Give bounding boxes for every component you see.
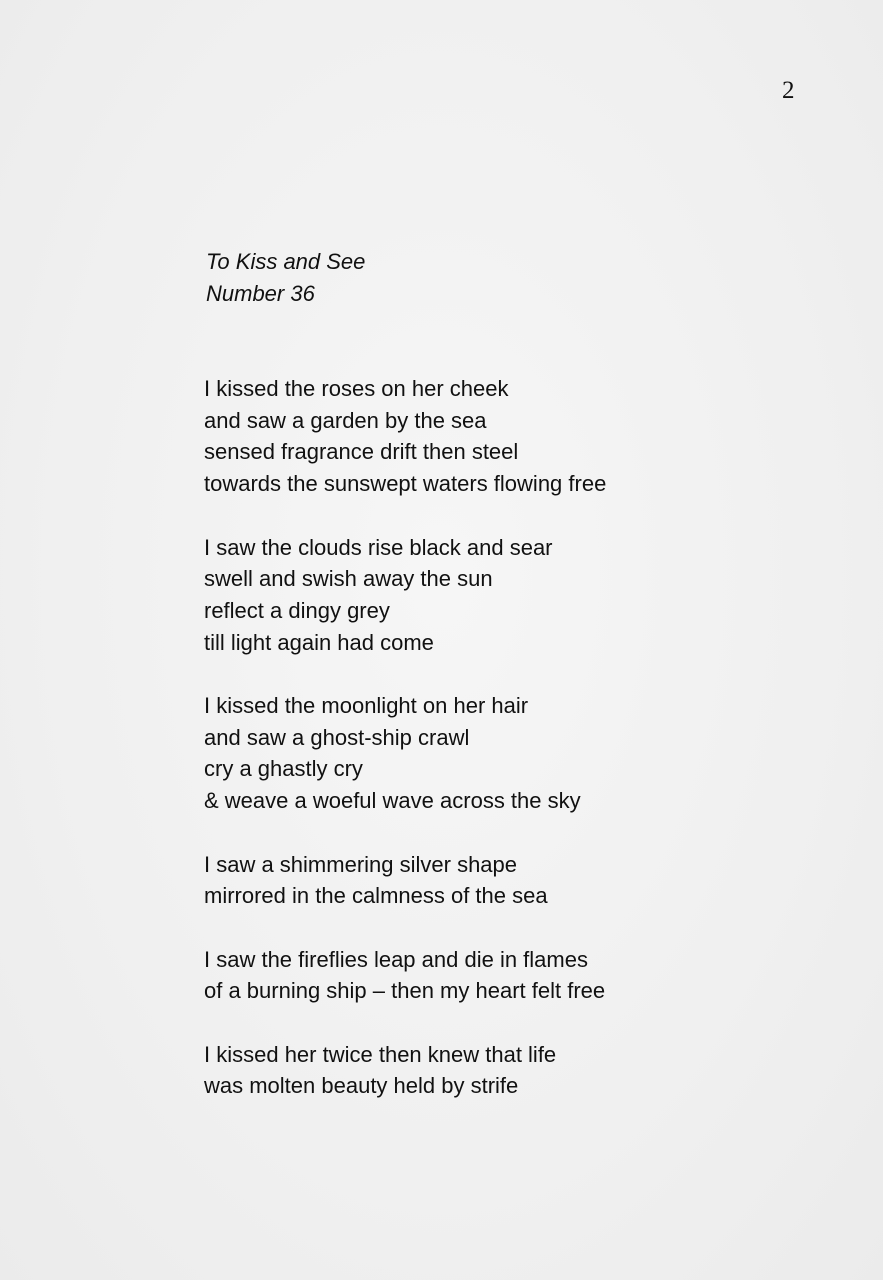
poem-title-block (206, 246, 365, 310)
page-number: 2 (782, 77, 795, 104)
poem-line: cry a ghastly cry (204, 756, 363, 782)
stanza (204, 690, 606, 817)
poem-line: & weave a woeful wave across the sky (204, 788, 581, 814)
poem-line: I kissed her twice then knew that life (204, 1041, 557, 1067)
poem-title: To Kiss and See (206, 249, 366, 274)
stanza (204, 373, 606, 500)
poem-line: mirrored in the calmness of the sea (204, 883, 548, 909)
poem-number: Number 36 (206, 281, 315, 306)
stanza (204, 1039, 606, 1102)
poem-body (204, 373, 606, 1102)
poem-line: reflect a dingy grey (204, 597, 390, 623)
poem-line: of a burning ship – then my heart felt free (204, 978, 606, 1004)
poem-line: I kissed the roses on her cheek (204, 376, 509, 401)
poem-line: and saw a ghost-ship crawl (204, 724, 470, 750)
stanza (204, 532, 606, 659)
poem-line: I saw the clouds rise black and sear (204, 534, 553, 560)
poem-line: towards the sunswept waters flowing free (204, 471, 607, 497)
stanza (204, 849, 606, 912)
stanza (204, 944, 606, 1007)
poem-line: and saw a garden by the sea (204, 407, 487, 433)
poem-line: swell and swish away the sun (204, 566, 493, 592)
poem-line: was molten beauty held by strife (204, 1073, 519, 1099)
poem-line: sensed fragrance drift then steel (204, 439, 519, 465)
poem-line: I kissed the moonlight on her hair (204, 693, 529, 718)
poem-line: I saw the fireflies leap and die in flames (204, 946, 588, 972)
poem-line: I saw a shimmering silver shape (204, 851, 518, 877)
poem-line: till light again had come (204, 629, 434, 655)
